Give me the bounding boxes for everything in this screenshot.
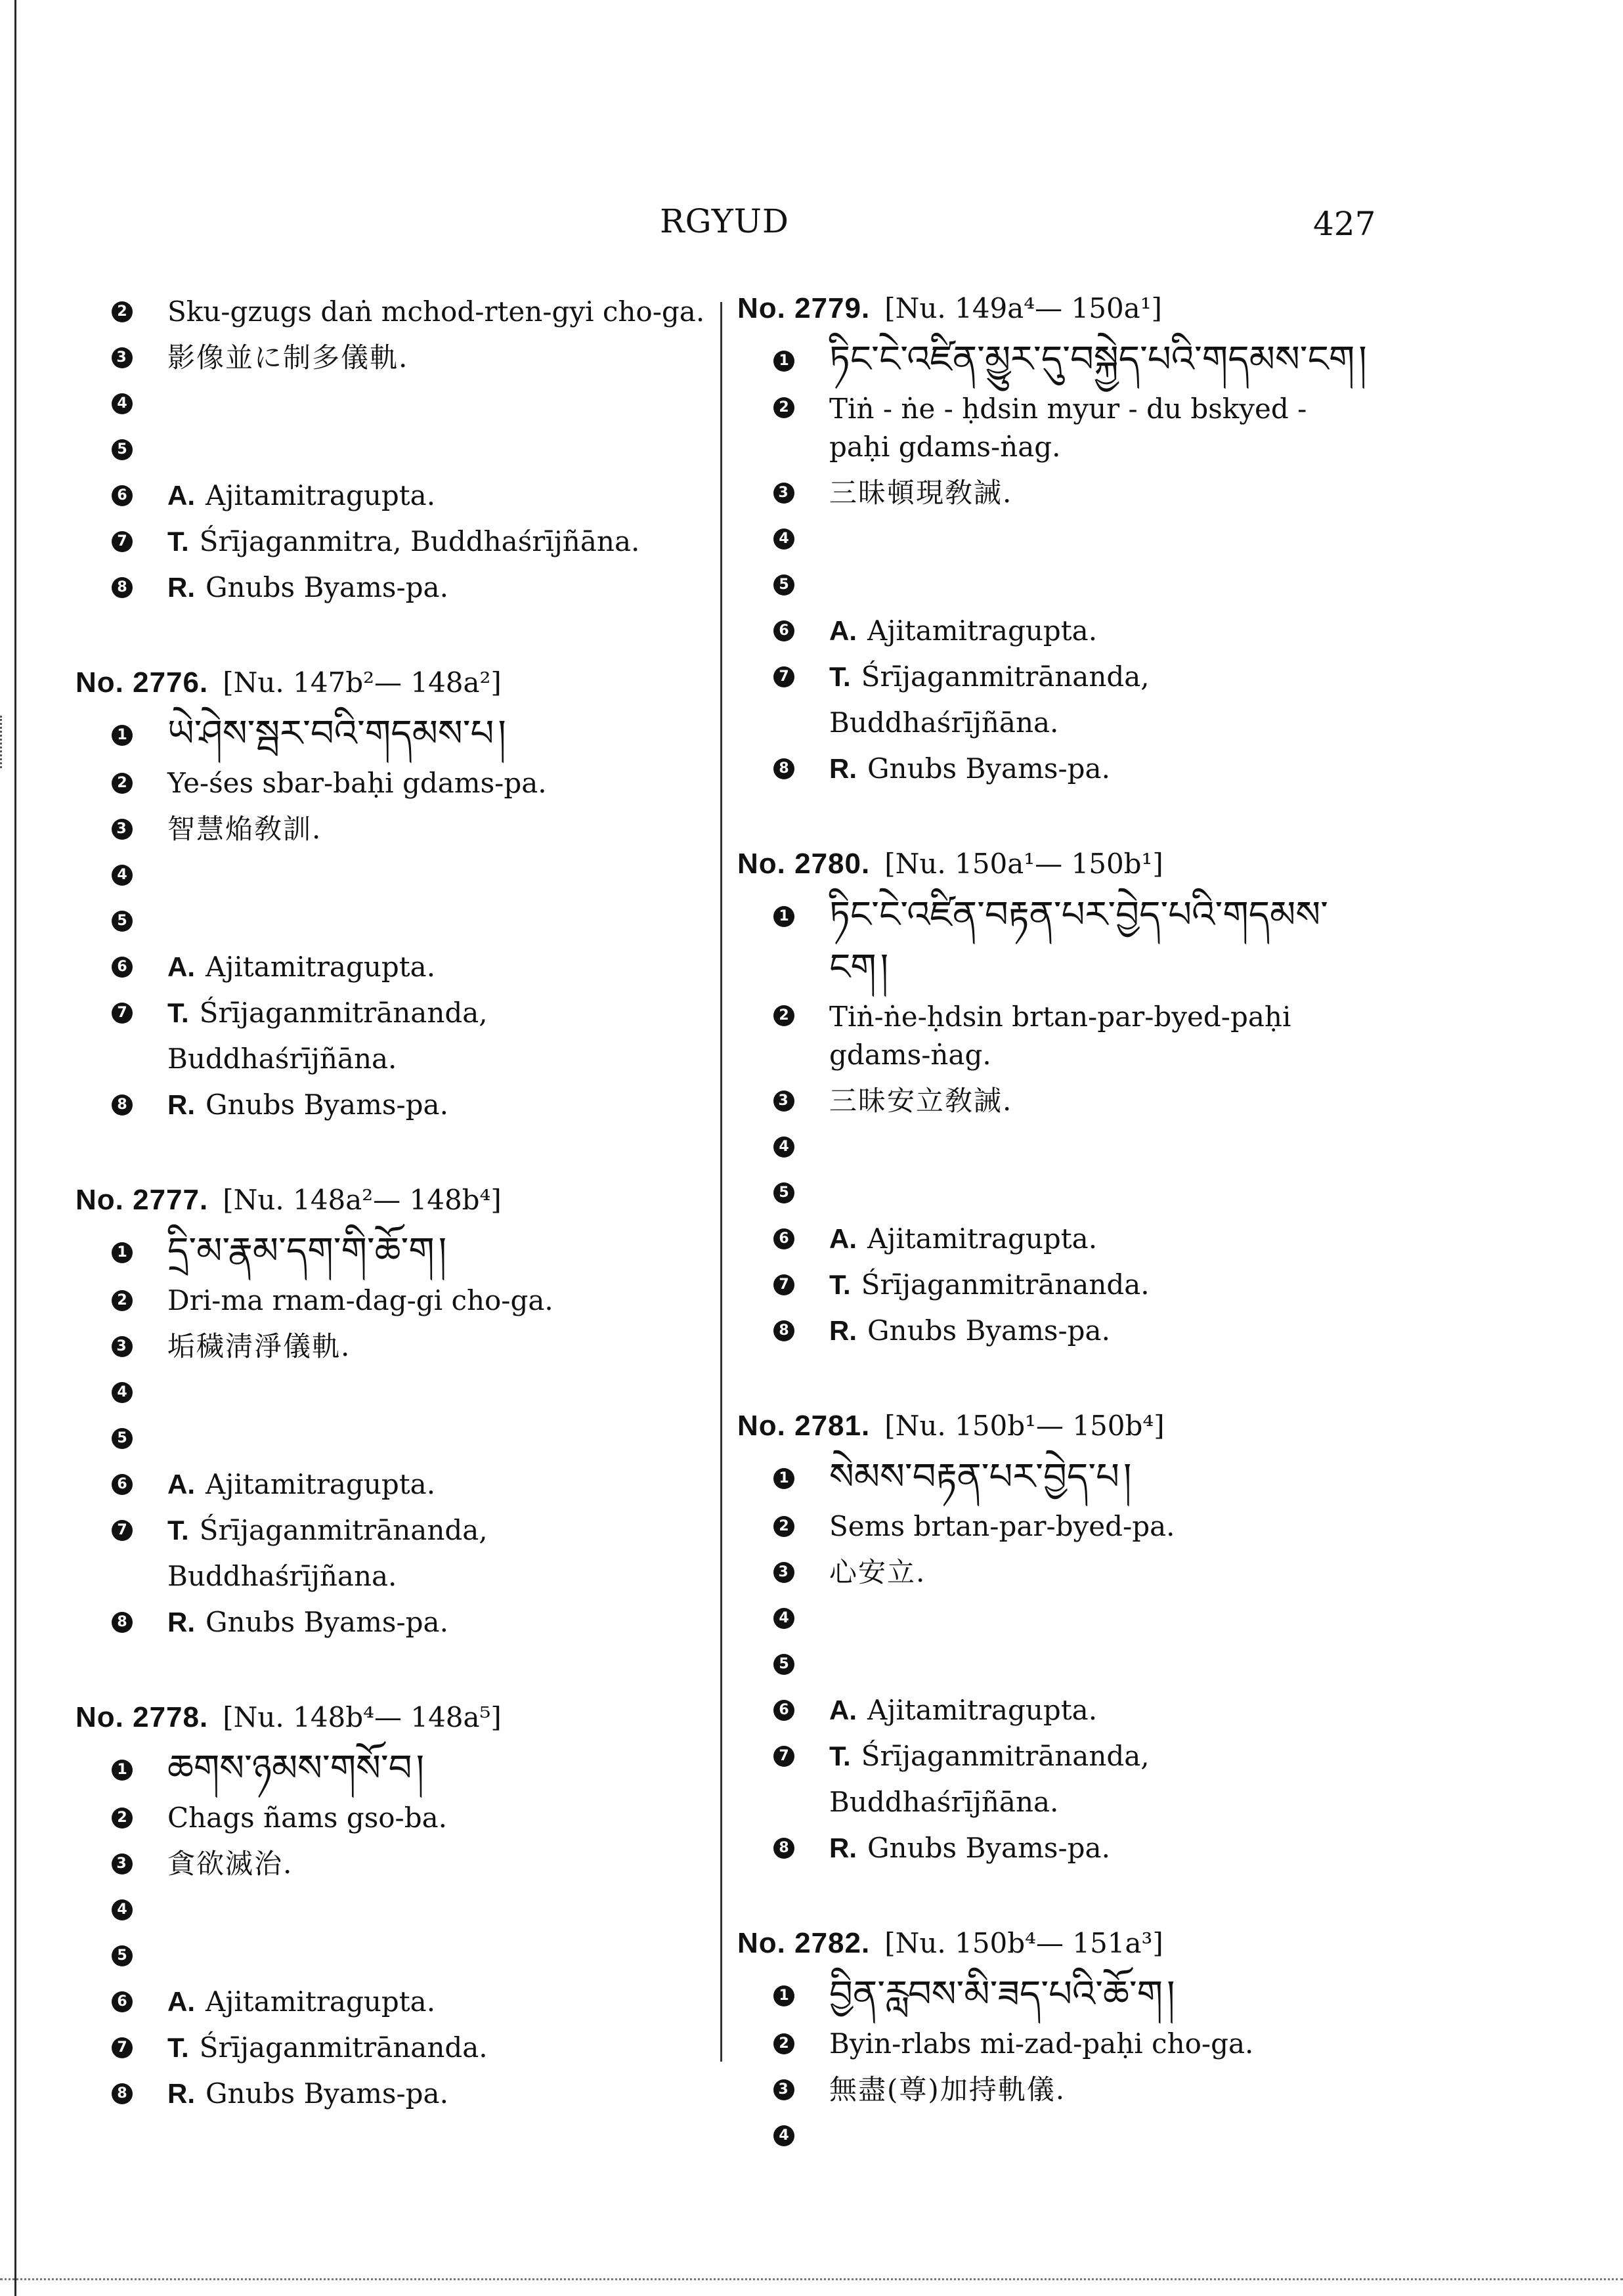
marker-2: 2 [773,397,794,418]
marker-4: 4 [773,2125,794,2146]
field-reviser: 8 R. Gnubs Byams-pa. [737,1825,1368,1871]
field-tibetan: 1 ཏིང་ངེ་འཛིན་མྱུར་དུ་བསྐྱེད་པའི་གདམས་ངག ། [737,334,1368,386]
marker-5: 5 [773,1654,794,1675]
marker-1: 1 [773,351,794,372]
marker-3: 3 [773,2079,794,2100]
marker-8: 8 [773,1838,794,1859]
field-empty-5 [737,1170,1368,1216]
field-empty-4 [737,2113,1368,2159]
marker-7: 7 [773,666,794,687]
field-reviser: 8 R. Gnubs Byams-pa. [76,1599,706,1645]
entry-2777 [76,1180,706,1645]
marker-5: 5 [112,439,133,460]
field-translators: 7 T. Śrījaganmitra, Buddhaśrījñāna. [76,519,706,565]
marker-2: 2 [773,1516,794,1537]
field-author: 6 A. Ajitamitragupta. [76,944,706,990]
field-empty-4 [737,516,1368,562]
marker-8: 8 [773,1320,794,1341]
entry-2781 [737,1406,1368,1871]
marker-3: 3 [112,1336,133,1357]
field-translators: 7 T. Śrījaganmitrānanda, Buddhaśrījñāna. [737,1733,1368,1825]
field-transliteration: 2 Byin-rlabs mi-zad-paḥi cho-ga. [737,2021,1368,2067]
marker-1: 1 [112,1760,133,1781]
right-column [737,289,1368,2211]
field-empty-5 [76,1933,706,1979]
field-author: 6 A. Ajitamitragupta. [76,473,706,519]
marker-1: 1 [773,906,794,927]
field-transliteration: 2 Sku-gzugs daṅ mchod-rten-gyi cho-ga. [76,289,706,335]
entry-2782 [737,1924,1368,2159]
marker-7: 7 [112,531,133,552]
column-divider [720,302,722,2062]
marker-5: 5 [773,574,794,596]
marker-8: 8 [112,1612,133,1633]
page-edge-line [14,0,16,2296]
field-tibetan: 1 ཆགས་ཉམས་གསོ་བ ། [76,1743,706,1795]
field-empty-5 [76,427,706,473]
field-author: 6 A. Ajitamitragupta. [737,1216,1368,1262]
marker-8: 8 [773,758,794,779]
field-translators: 7 T. Śrījaganmitrānanda, Buddhaśrījñāna. [76,990,706,1082]
field-empty-4 [76,1370,706,1416]
marker-4: 4 [112,1899,133,1920]
entry-heading: No. 2781. [Nu. 150b¹— 150b⁴] [737,1410,1165,1442]
field-author: 6 A. Ajitamitragupta. [737,1687,1368,1733]
field-translators: 7 T. Śrījaganmitrānanda. [76,2025,706,2071]
entry-2778 [76,1698,706,2117]
field-tibetan: 1 སེམས་བརྟན་པར་བྱེད་པ ། [737,1451,1368,1504]
marker-6: 6 [773,1700,794,1721]
marker-6: 6 [112,957,133,978]
entry-2776 [76,663,706,1128]
field-transliteration: 2 Chags ñams gso-ba. [76,1795,706,1841]
marker-7: 7 [112,1520,133,1541]
field-empty-4 [76,1887,706,1933]
marker-2: 2 [112,1290,133,1311]
left-column [76,289,706,2169]
marker-6: 6 [773,620,794,641]
entry-heading: No. 2780. [Nu. 150a¹— 150b¹] [737,848,1163,880]
field-tibetan: 1 ཡེ་ཤེས་སྦར་བའི་གདམས་པ ། [76,708,706,760]
marker-4: 4 [112,393,133,414]
field-reviser: 8 R. Gnubs Byams-pa. [76,565,706,611]
field-empty-5 [737,562,1368,608]
marker-4: 4 [773,1608,794,1629]
marker-3: 3 [112,347,133,368]
marker-2: 2 [112,773,133,794]
field-tibetan: 1 དྲི་མ་རྣམ་དག་གི་ཆོ་ག ། [76,1225,706,1278]
field-translators: 7 T. Śrījaganmitrānanda. [737,1262,1368,1308]
field-empty-4 [737,1124,1368,1170]
marker-6: 6 [112,485,133,506]
field-translators: 7 T. Śrījaganmitrānanda, Buddhaśrījñāna. [737,654,1368,746]
marker-5: 5 [112,911,133,932]
field-reviser: 8 R. Gnubs Byams-pa. [737,1308,1368,1354]
field-chinese: 3 貪欲滅治. [76,1841,706,1887]
entry-2780 [737,844,1368,1354]
field-translators: 7 T. Śrījaganmitrānanda, Buddhaśrījñana. [76,1507,706,1599]
field-reviser: 8 R. Gnubs Byams-pa. [737,746,1368,792]
field-transliteration: 2 Ye-śes sbar-baḥi gdams-pa. [76,760,706,806]
field-chinese: 3 三昧頓現敎誡. [737,470,1368,516]
entry-2779 [737,289,1368,792]
marker-4: 4 [773,529,794,550]
entry-continued [76,289,706,611]
entry-heading: No. 2776. [Nu. 147b²— 148a²] [76,666,502,699]
marker-1: 1 [773,1468,794,1489]
entry-heading: No. 2778. [Nu. 148b⁴— 148a⁵] [76,1701,502,1733]
marker-5: 5 [112,1428,133,1449]
field-author: 6 A. Ajitamitragupta. [737,608,1368,654]
marker-2: 2 [112,301,133,322]
field-chinese: 3 智慧焔敎訓. [76,806,706,852]
marker-3: 3 [112,1853,133,1874]
field-empty-4 [76,381,706,427]
marker-2: 2 [773,1005,794,1026]
marker-6: 6 [112,1474,133,1495]
marker-1: 1 [112,1242,133,1263]
marker-4: 4 [112,865,133,886]
field-transliteration: 2 Sems brtan-par-byed-pa. [737,1504,1368,1549]
marker-4: 4 [112,1382,133,1403]
running-header: RGYUD [660,202,789,240]
marker-1: 1 [112,725,133,746]
field-empty-4 [76,852,706,898]
field-empty-5 [737,1641,1368,1687]
field-empty-4 [737,1595,1368,1641]
field-chinese: 3 無盡(尊)加持軌儀. [737,2067,1368,2113]
marker-6: 6 [773,1228,794,1249]
field-empty-5 [76,1416,706,1462]
marker-3: 3 [112,819,133,840]
field-chinese: 3 心安立. [737,1549,1368,1595]
field-transliteration: 2 Dri-ma rnam-dag-gi cho-ga. [76,1278,706,1324]
marker-8: 8 [112,577,133,598]
field-tibetan: 1 བྱིན་རླབས་མི་ཟད་པའི་ཆོ་ག ། [737,1968,1368,2021]
marker-8: 8 [112,1094,133,1116]
field-transliteration: 2 Tiṅ - ṅe - ḥdsin myur - du bskyed - paḥi gdams-ṅag. [737,386,1368,470]
marker-7: 7 [773,1746,794,1767]
field-reviser: 8 R. Gnubs Byams-pa. [76,2071,706,2117]
marker-7: 7 [112,2037,133,2058]
field-reviser: 8 R. Gnubs Byams-pa. [76,1082,706,1128]
field-author: 6 A. Ajitamitragupta. [76,1979,706,2025]
marker-4: 4 [773,1137,794,1158]
marker-5: 5 [773,1182,794,1203]
marker-7: 7 [112,1003,133,1024]
marker-2: 2 [773,2033,794,2054]
marker-3: 3 [773,1562,794,1583]
marker-1: 1 [773,1985,794,2006]
field-chinese: 3 影像並に制多儀軌. [76,335,706,381]
field-chinese: 3 三昧安立敎誡. [737,1078,1368,1124]
entry-heading: No. 2782. [Nu. 150b⁴— 151a³] [737,1927,1163,1959]
marker-6: 6 [112,1991,133,2012]
entry-heading: No. 2779. [Nu. 149a⁴— 150a¹] [737,292,1162,324]
margin-dots [0,716,9,768]
field-tibetan: 1 ཏིང་ངེ་འཛིན་བརྟན་པར་བྱེད་པའི་གདམས་ངག ། [737,889,1368,994]
marker-3: 3 [773,483,794,504]
marker-3: 3 [773,1091,794,1112]
marker-8: 8 [112,2083,133,2104]
field-transliteration: 2 Tiṅ-ṅe-ḥdsin brtan-par-byed-paḥi gdams-ṅag. [737,994,1368,1078]
field-author: 6 A. Ajitamitragupta. [76,1462,706,1507]
marker-5: 5 [112,1945,133,1966]
marker-2: 2 [112,1808,133,1829]
marker-7: 7 [773,1274,794,1295]
field-empty-5 [76,898,706,944]
field-chinese: 3 垢穢淸淨儀軌. [76,1324,706,1370]
page-number: 427 [1313,205,1376,243]
bottom-scan-dots [0,2278,1623,2280]
entry-heading: No. 2777. [Nu. 148a²— 148b⁴] [76,1184,502,1216]
